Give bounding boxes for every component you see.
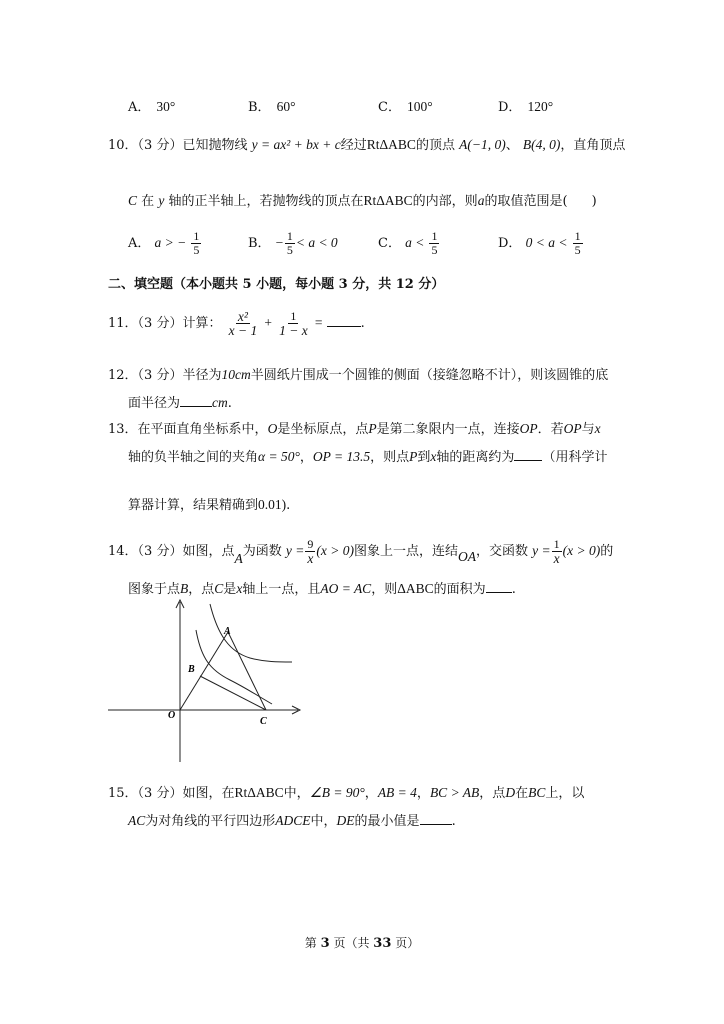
fraction: $\frac{1}{1 - x}$: [279, 309, 308, 338]
q10-option-c: C． a < $\frac{1}{5}$: [378, 229, 438, 257]
fraction: $\frac{1}{5}$: [574, 229, 581, 257]
question-14-line-1: 14．（3 分）如图，点A为函数 y = $\frac{9}{x}$ (x > 0)图象上一点，连结OA，交函数 y = $\frac{1}{x}$ (x > 0)的: [108, 537, 614, 566]
q9-option-c: C． 100°: [378, 99, 433, 115]
fraction: $\frac{9}{x}$: [307, 537, 314, 566]
q10-option-d: D． 0 < a < $\frac{1}{5}$: [498, 229, 581, 257]
answer-blank[interactable]: [486, 592, 512, 593]
fraction: $\frac{1}{5}$: [193, 229, 200, 257]
question-10-line-1: 10．（3 分）已知抛物线 y = ax² + bx + c经过RtΔABC的顶点 A(−1, 0)、 B(4, 0)，直角顶点: [108, 137, 626, 153]
q10-option-a: A． a > − $\frac{1}{5}$: [128, 229, 200, 257]
question-12-line-1: 12．（3 分）半径为10cm半圆纸片围成一个圆锥的侧面（接缝忽略不计），则该圆锥的底: [108, 367, 609, 383]
total-pages: 33: [373, 936, 392, 951]
question-11: 11．（3 分）计算： $\frac{\text{x²}}{x - 1}$ + $\frac{1}{1 - x}$ = .: [108, 309, 365, 338]
question-15-line-1: 15．（3 分）如图，在RtΔABC中，∠B = 90°，AB = 4，BC > AB，点D在BC上，以: [108, 785, 585, 801]
curve-9-over-x: [210, 604, 292, 662]
fraction: $\frac{1}{5}$: [431, 229, 438, 257]
fraction: $\frac{\text{x²}}{x - 1}$: [228, 309, 258, 338]
section-heading-fill-in: 二、填空题（本小题共 5 小题，每小题 3 分，共 12 分）: [108, 277, 445, 292]
question-14-line-2: 图象于点B，点C是x轴上一点，且AO = AC，则ΔABC的面积为 .: [128, 581, 516, 597]
fraction: $\frac{1}{5}$: [286, 229, 293, 257]
curve-1-over-x: [196, 630, 272, 704]
question-12-line-2: 面半径为 cm.: [128, 395, 232, 411]
label-O: O: [168, 710, 176, 721]
q10-option-b: B． − $\frac{1}{5}$ < a < 0: [248, 229, 338, 257]
question-13-line-3: 算器计算，结果精确到0.01).: [128, 497, 291, 513]
q14-figure: [100, 596, 312, 766]
parabola-equation: y = ax² + bx + c: [251, 137, 341, 152]
answer-blank[interactable]: [420, 824, 452, 825]
page-footer: 第 3 页（共 33 页）: [304, 936, 420, 951]
label-C: C: [260, 716, 267, 727]
answer-blank[interactable]: [514, 460, 542, 461]
fraction: $\frac{1}{x}$: [553, 537, 560, 566]
label-A: A: [224, 626, 231, 637]
question-13-line-2: 轴的负半轴之间的夹角α = 50°，OP = 13.5，则点P到x轴的距离约为 （用科学计: [128, 449, 608, 465]
q9-option-a: A． 30°: [128, 99, 176, 115]
q9-option-b: B． 60°: [248, 99, 296, 115]
q9-option-d: D． 120°: [498, 99, 554, 115]
answer-blank[interactable]: [180, 406, 212, 407]
question-13-line-1: 13．在平面直角坐标系中，O是坐标原点，点P是第二象限内一点，连接OP．若OP与x: [108, 421, 601, 437]
question-10-line-2: C 在 y 轴的正半轴上，若抛物线的顶点在RtΔABC的内部，则a的取值范围是( ): [128, 193, 597, 209]
question-15-line-2: AC为对角线的平行四边形ADCE中，DE的最小值是 .: [128, 813, 456, 829]
label-B: B: [188, 664, 195, 675]
page-number: 3: [320, 936, 330, 951]
answer-blank[interactable]: [327, 326, 361, 327]
segment-AC: [228, 632, 266, 710]
